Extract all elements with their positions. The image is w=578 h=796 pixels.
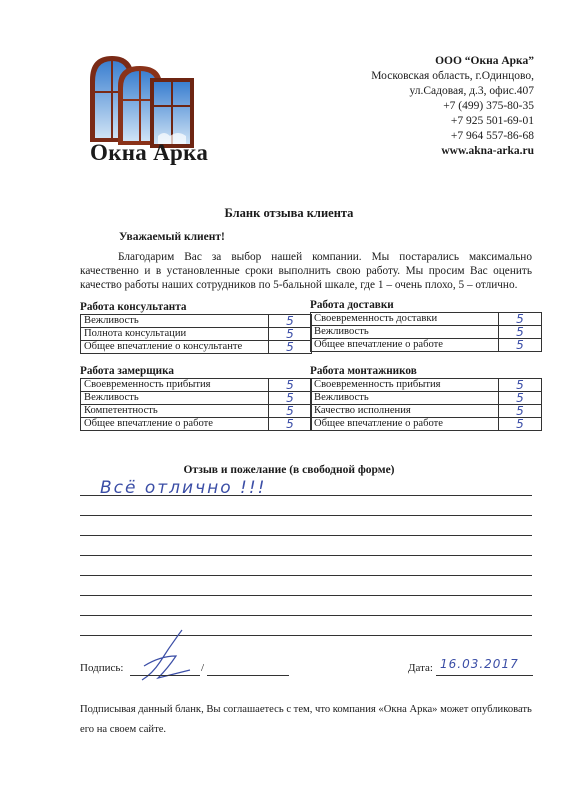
table-row — [81, 405, 312, 418]
score-field[interactable]: 5 — [269, 328, 312, 341]
company-phone-1: +7 (499) 375-80-35 — [443, 100, 534, 112]
feedback-title: Отзыв и пожелание (в свободной форме) — [183, 464, 395, 476]
name-line[interactable] — [207, 675, 289, 676]
criterion-label: Вежливость — [311, 392, 499, 405]
feedback-line — [80, 595, 532, 596]
feedback-line — [80, 575, 532, 576]
section-installers — [310, 365, 542, 431]
criterion-label: Вежливость — [81, 315, 269, 328]
company-address-line-2: ул.Садовая, д.3, офис.407 — [409, 85, 534, 97]
section-title: Работа консультанта — [80, 301, 187, 313]
company-phone-2: +7 925 501-69-01 — [450, 115, 534, 127]
table-row — [311, 339, 542, 352]
table-row — [311, 392, 542, 405]
rating-table — [80, 378, 312, 431]
section-title: Работа замерщика — [80, 365, 175, 377]
score-field[interactable]: 5 — [499, 379, 542, 392]
criterion-label: Своевременность доставки — [311, 313, 499, 326]
greeting: Уважаемый клиент! — [119, 231, 225, 243]
criterion-label: Общее впечатление о работе — [81, 418, 269, 431]
signature-line[interactable] — [130, 675, 200, 676]
criterion-label: Вежливость — [81, 392, 269, 405]
section-measurer — [80, 365, 312, 431]
date-value[interactable]: 16.03.2017 — [440, 657, 519, 671]
rating-table — [80, 314, 312, 354]
feedback-line — [80, 515, 532, 516]
form-title: Бланк отзыва клиента — [224, 206, 354, 220]
table-row — [311, 379, 542, 392]
intro-paragraph: Благодарим Вас за выбор нашей компании. Мы постарались максимально качественно и в установленные сроки выполнить свою работу. Мы просим Вас оценить качество работы наших сотрудников по 5-бальной шкале, где 1 – очень плохо, 5 – отлично. — [80, 251, 532, 291]
signature-separator: / — [201, 662, 205, 674]
section-delivery — [310, 299, 542, 352]
rating-table — [310, 312, 542, 352]
score-field[interactable]: 5 — [499, 405, 542, 418]
date-line — [436, 675, 533, 676]
feedback-line — [80, 495, 532, 496]
score-field[interactable]: 5 — [499, 339, 542, 352]
window-logo-icon — [88, 50, 198, 150]
table-row — [81, 392, 312, 405]
feedback-line — [80, 535, 532, 536]
table-row — [311, 313, 542, 326]
criterion-label: Компетентность — [81, 405, 269, 418]
score-field[interactable]: 5 — [499, 418, 542, 431]
company-phone-3: +7 964 557-86-68 — [450, 130, 534, 142]
score-field[interactable]: 5 — [269, 379, 312, 392]
table-row — [311, 326, 542, 339]
criterion-label: Вежливость — [311, 326, 499, 339]
criterion-label: Общее впечатление о работе — [311, 339, 499, 352]
table-row — [311, 418, 542, 431]
criterion-label: Полнота консультации — [81, 328, 269, 341]
table-row — [81, 418, 312, 431]
score-field[interactable]: 5 — [499, 313, 542, 326]
score-field[interactable]: 5 — [499, 326, 542, 339]
company-name: ООО “Окна Арка” — [435, 55, 534, 67]
section-consultant — [80, 301, 312, 354]
company-address-line-1: Московская область, г.Одинцово, — [371, 70, 534, 82]
date-label: Дата: — [408, 662, 433, 674]
signature-label: Подпись: — [80, 662, 124, 674]
score-field[interactable]: 5 — [269, 392, 312, 405]
feedback-line — [80, 615, 532, 616]
company-website: www.akna-arka.ru — [441, 145, 534, 157]
table-row — [81, 379, 312, 392]
rating-table — [310, 378, 542, 431]
table-row — [81, 315, 312, 328]
section-title: Работа доставки — [310, 299, 394, 311]
table-row — [81, 341, 312, 354]
score-field[interactable]: 5 — [499, 392, 542, 405]
consent-note: Подписывая данный бланк, Вы соглашаетесь с тем, что компания «Окна Арка» может опубликовать его на своем сайте. — [80, 704, 532, 735]
feedback-text[interactable]: Всё отлично !!! — [100, 478, 267, 498]
table-row — [311, 405, 542, 418]
score-field[interactable]: 5 — [269, 341, 312, 354]
section-title: Работа монтажников — [310, 365, 417, 377]
criterion-label: Качество исполнения — [311, 405, 499, 418]
score-field[interactable]: 5 — [269, 315, 312, 328]
brand-title: Окна Арка — [90, 140, 209, 165]
table-row — [81, 328, 312, 341]
criterion-label: Общее впечатление о консультанте — [81, 341, 269, 354]
criterion-label: Своевременность прибытия — [311, 379, 499, 392]
score-field[interactable]: 5 — [269, 418, 312, 431]
criterion-label: Общее впечатление о работе — [311, 418, 499, 431]
score-field[interactable]: 5 — [269, 405, 312, 418]
feedback-line — [80, 555, 532, 556]
company-info — [371, 54, 534, 159]
criterion-label: Своевременность прибытия — [81, 379, 269, 392]
